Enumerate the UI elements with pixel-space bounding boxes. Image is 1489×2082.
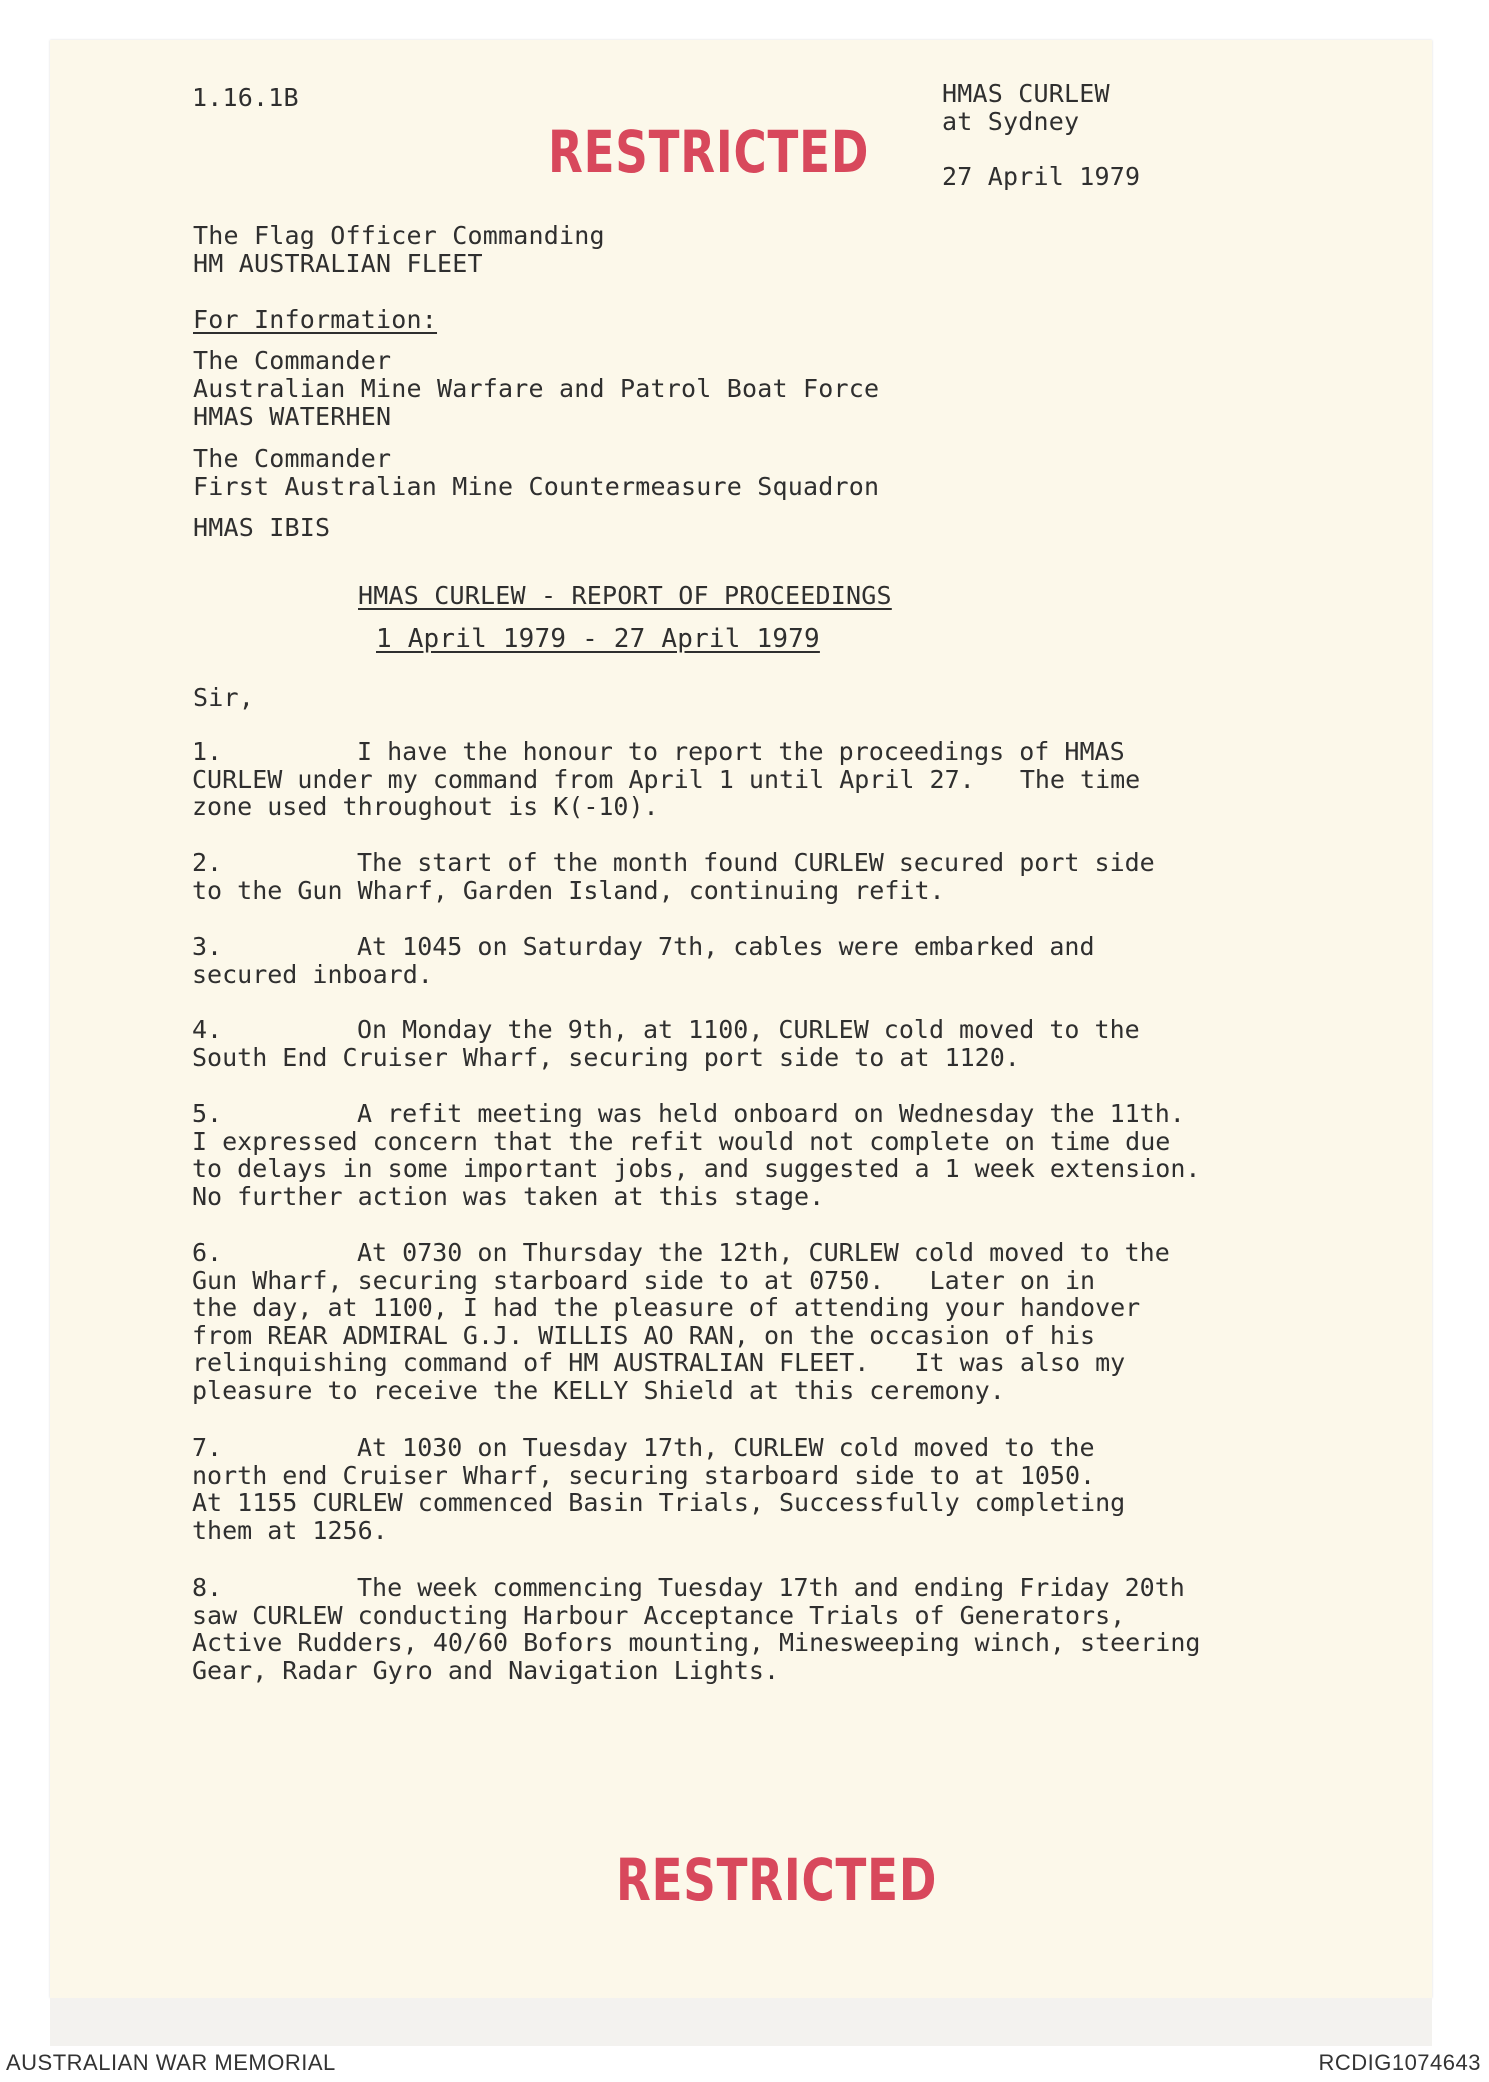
archive-id: RCDIG1074643 [1318, 2050, 1481, 2075]
info-recipient-line: The Commander [193, 346, 392, 375]
paragraph-number: 4. [192, 1015, 223, 1044]
paragraph-line: saw CURLEW conducting Harbour Acceptance Trials of Generators, [192, 1600, 1126, 1630]
ship-name: HMAS CURLEW [942, 79, 1110, 108]
addressee-line-1: The Flag Officer Commanding [193, 221, 605, 250]
paragraph-8 [192, 1574, 1200, 1684]
paragraph-line [192, 1574, 1200, 1602]
restricted-stamp-top: RESTRICTED [548, 118, 870, 186]
info-recipient-line: HMAS WATERHEN [193, 402, 392, 431]
paragraph-line [192, 1239, 1170, 1267]
paragraph-number: 1. [192, 737, 223, 766]
paragraph-number: 2. [192, 848, 223, 877]
info-recipient-line: HMAS IBIS [193, 513, 331, 542]
info-recipient-line: The Commander [193, 444, 392, 473]
paragraph-text: At 1045 on Saturday 7th, cables were embarked and [357, 932, 1095, 961]
page-shadow [50, 1998, 1432, 2046]
paragraph-line [192, 1434, 1125, 1462]
for-information-label: For Information: [193, 305, 438, 334]
paragraph-text: The week commencing Tuesday 17th and ending Friday 20th [357, 1573, 1185, 1602]
salutation: Sir, [193, 683, 255, 712]
paragraph-3 [192, 933, 1095, 988]
letter-date: 27 April 1979 [942, 162, 1141, 191]
paragraph-line: secured inboard. [192, 959, 433, 989]
paragraph-line: Gear, Radar Gyro and Navigation Lights. [192, 1655, 779, 1685]
paragraph-line: relinquishing command of HM AUSTRALIAN FLEET. It was also my [192, 1348, 1126, 1377]
paragraph-number: 5. [192, 1099, 223, 1128]
paragraph-line: At 1155 CURLEW commenced Basin Trials, Successfully completing [192, 1488, 1126, 1517]
paragraph-number: 7. [192, 1433, 223, 1462]
paragraph-line [192, 849, 1155, 877]
paragraph-7 [192, 1434, 1125, 1544]
report-title: HMAS CURLEW - REPORT OF PROCEEDINGS [358, 581, 892, 610]
paragraph-line [192, 933, 1095, 961]
paragraph-line: north end Cruiser Wharf, securing starboard side to at 1050. [192, 1460, 1096, 1490]
paragraph-line: No further action was taken at this stage. [192, 1181, 825, 1211]
location: at Sydney [942, 107, 1080, 136]
paragraph-line: pleasure to receive the KELLY Shield at this ceremony. [192, 1375, 1005, 1405]
paragraph-line: zone used throughout is K(-10). [192, 792, 659, 821]
file-reference: 1.16.1B [192, 83, 299, 112]
paragraph-text: At 1030 on Tuesday 17th, CURLEW cold moved to the [357, 1433, 1095, 1462]
paragraph-1 [192, 738, 1140, 821]
paragraph-line: Gun Wharf, securing starboard side to at 0750. Later on in [192, 1265, 1096, 1295]
archive-credit: AUSTRALIAN WAR MEMORIAL [6, 2050, 336, 2075]
paragraph-line: South End Cruiser Wharf, securing port side to at 1120. [192, 1042, 1020, 1072]
paragraph-line: them at 1256. [192, 1515, 388, 1545]
paragraph-2 [192, 849, 1155, 904]
paragraph-line: CURLEW under my command from April 1 until April 27. The time [192, 764, 1141, 794]
paragraph-line: from REAR ADMIRAL G.J. WILLIS AO RAN, on the occasion of his [192, 1320, 1096, 1350]
addressee-line-2: HM AUSTRALIAN FLEET [193, 249, 483, 278]
paragraph-line: I expressed concern that the refit would not complete on time due [192, 1126, 1171, 1156]
paragraph-text: A refit meeting was held onboard on Wednesday the 11th. [357, 1099, 1185, 1128]
restricted-stamp-bottom: RESTRICTED [616, 1846, 938, 1914]
report-period: 1 April 1979 - 27 April 1979 [376, 624, 820, 654]
paragraph-4 [192, 1016, 1140, 1071]
paragraph-line [192, 738, 1140, 766]
paragraph-number: 6. [192, 1238, 223, 1267]
paragraph-number: 8. [192, 1573, 223, 1602]
paragraph-5 [192, 1100, 1200, 1210]
info-recipient-line: First Australian Mine Countermeasure Squadron [193, 472, 880, 501]
paragraph-line: to the Gun Wharf, Garden Island, continuing refit. [192, 875, 945, 905]
paragraph-text: On Monday the 9th, at 1100, CURLEW cold moved to the [357, 1015, 1140, 1044]
info-recipient-line: Australian Mine Warfare and Patrol Boat Force [193, 374, 880, 403]
paragraph-line [192, 1100, 1200, 1128]
paragraph-line: Active Rudders, 40/60 Bofors mounting, Minesweeping winch, steering [192, 1628, 1201, 1657]
paragraph-line: the day, at 1100, I had the pleasure of attending your handover [192, 1293, 1141, 1322]
paragraph-text: At 0730 on Thursday the 12th, CURLEW cold moved to the [357, 1238, 1170, 1267]
paragraph-text: I have the honour to report the proceedings of HMAS [357, 737, 1125, 766]
paragraph-line: to delays in some important jobs, and suggested a 1 week extension. [192, 1154, 1201, 1183]
paragraph-number: 3. [192, 932, 223, 961]
paragraph-6 [192, 1239, 1170, 1404]
paragraph-text: The start of the month found CURLEW secured port side [357, 848, 1155, 877]
paragraph-line [192, 1016, 1140, 1044]
